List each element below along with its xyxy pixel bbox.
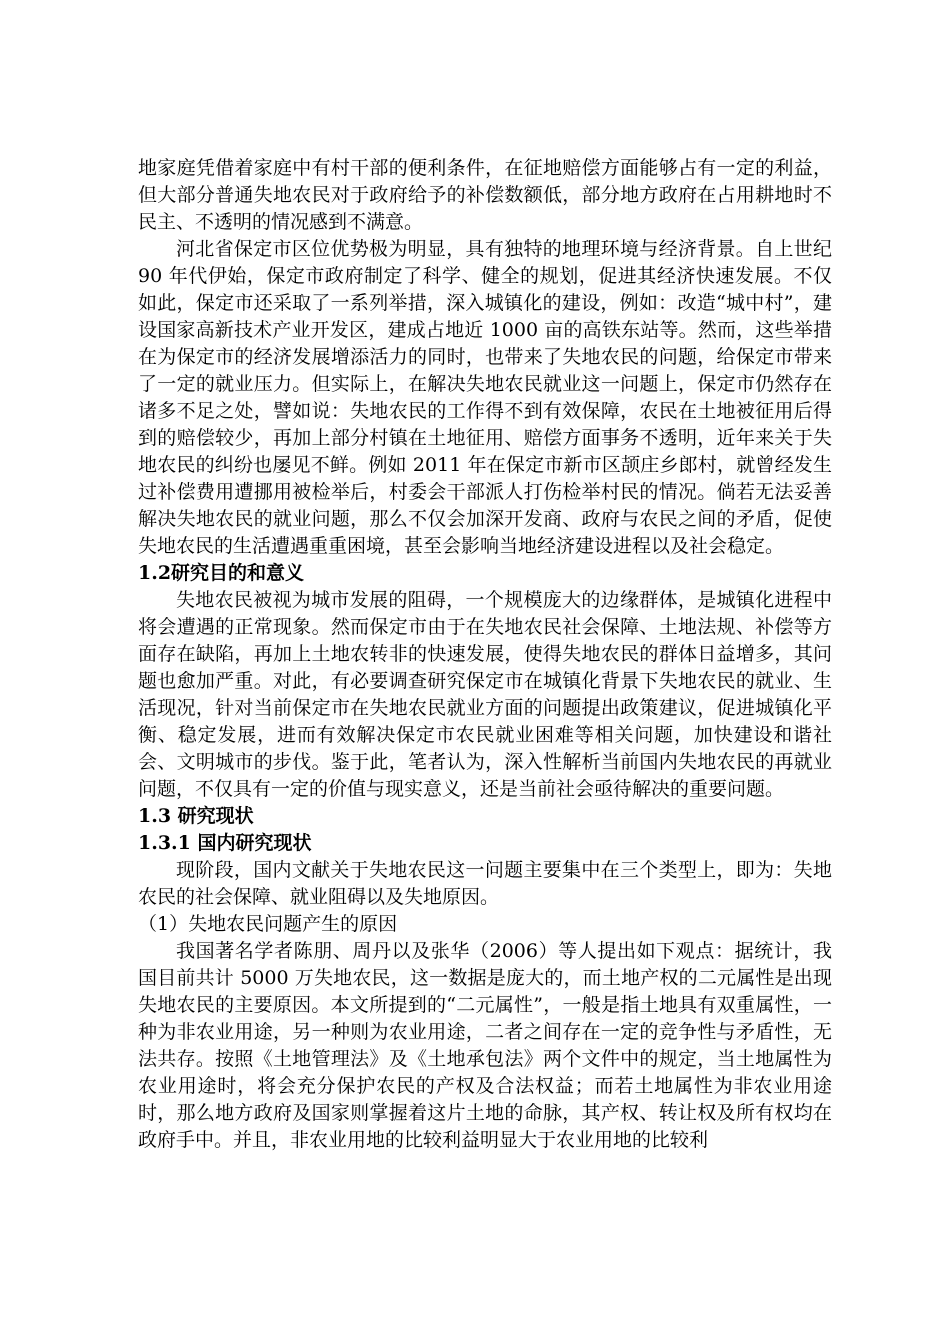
section-heading-1-3: 1.3 研究现状	[138, 805, 254, 827]
paragraph-baoding-background: 河北省保定市区位优势极为明显，具有独特的地理环境与经济背景。自上世纪 90 年代伊始，保定市政府制定了科学、健全的规划，促进其经济快速发展。不仅如此，保定市还采取了一系列举措，深入城镇化的建设，例如：改造“城中村”，建设国家高新技术产业开发区，建成占地近 1000 亩的高铁东站等。然而，这些举措在为保定市的经济发展增添活力的同时，也带来了失地农民的问题，给保定市带来了一定的就业压力。但实际上，在解决失地农民就业这一问题上，保定市仍然存在诸多不足之处，譬如说：失地农民的工作得不到有效保障，农民在土地被征用后得到的赔偿较少，再加上部分村镇在土地征用、赔偿方面事务不透明，近年来关于失地农民的纠纷也屡见不鲜。例如 2011 年在保定市新市区颉庄乡郎村，就曾经发生过补偿费用遭挪用被检举后，村委会干部派人打伤检举村民的情况。倘若无法妥善解决失地农民的就业问题，那么不仅会加深开发商、政府与农民之间的矛盾，促使失地农民的生活遭遇重重困境，甚至会影响当地经济建设进程以及社会稳定。	[138, 238, 832, 557]
section-heading-1-2: 1.2研究目的和意义	[138, 562, 305, 584]
document-page	[138, 155, 832, 1154]
section-heading-1-3-1: 1.3.1 国内研究现状	[138, 832, 312, 854]
list-item-causes: （1）失地农民问题产生的原因	[138, 913, 398, 935]
paragraph-domestic-research: 现阶段，国内文献关于失地农民这一问题主要集中在三个类型上，即为：失地农民的社会保障、就业阻碍以及失地原因。	[138, 859, 832, 908]
paragraph-continued: 地家庭凭借着家庭中有村干部的便利条件，在征地赔偿方面能够占有一定的利益，但大部分普通失地农民对于政府给予的补偿数额低，部分地方政府在占用耕地时不民主、不透明的情况感到不满意。	[138, 157, 832, 233]
paragraph-research-purpose: 失地农民被视为城市发展的阻碍，一个规模庞大的边缘群体，是城镇化进程中将会遭遇的正常现象。然而保定市由于在失地农民社会保障、土地法规、补偿等方面存在缺陷，再加上土地农转非的快速发展，使得失地农民的群体日益增多，其问题也愈加严重。对此，有必要调查研究保定市在城镇化背景下失地农民的就业、生活现况，针对当前保定市在失地农民就业方面的问题提出政策建议，促进城镇化平衡、稳定发展，进而有效解决保定市农民就业困难等相关问题，加快建设和谐社会、文明城市的步伐。鉴于此，笔者认为，深入性解析当前国内失地农民的再就业问题，不仅具有一定的价值与现实意义，还是当前社会亟待解决的重要问题。	[138, 589, 832, 800]
paragraph-scholars-view: 我国著名学者陈朋、周丹以及张华（2006）等人提出如下观点：据统计，我国目前共计 5000 万失地农民，这一数据是庞大的，而土地产权的二元属性是出现失地农民的主要原因。本文所提到的“二元属性”，一般是指土地具有双重属性，一种为非农业用途，另一种则为农业用途，二者之间存在一定的竞争性与矛盾性，无法共存。按照《土地管理法》及《土地承包法》两个文件中的规定，当土地属性为农业用途时，将会充分保护农民的产权及合法权益；而若土地属性为非农业用途时，那么地方政府及国家则掌握着这片土地的命脉，其产权、转让权及所有权均在政府手中。并且，非农业用地的比较利益明显大于农业用地的比较利	[138, 940, 832, 1151]
